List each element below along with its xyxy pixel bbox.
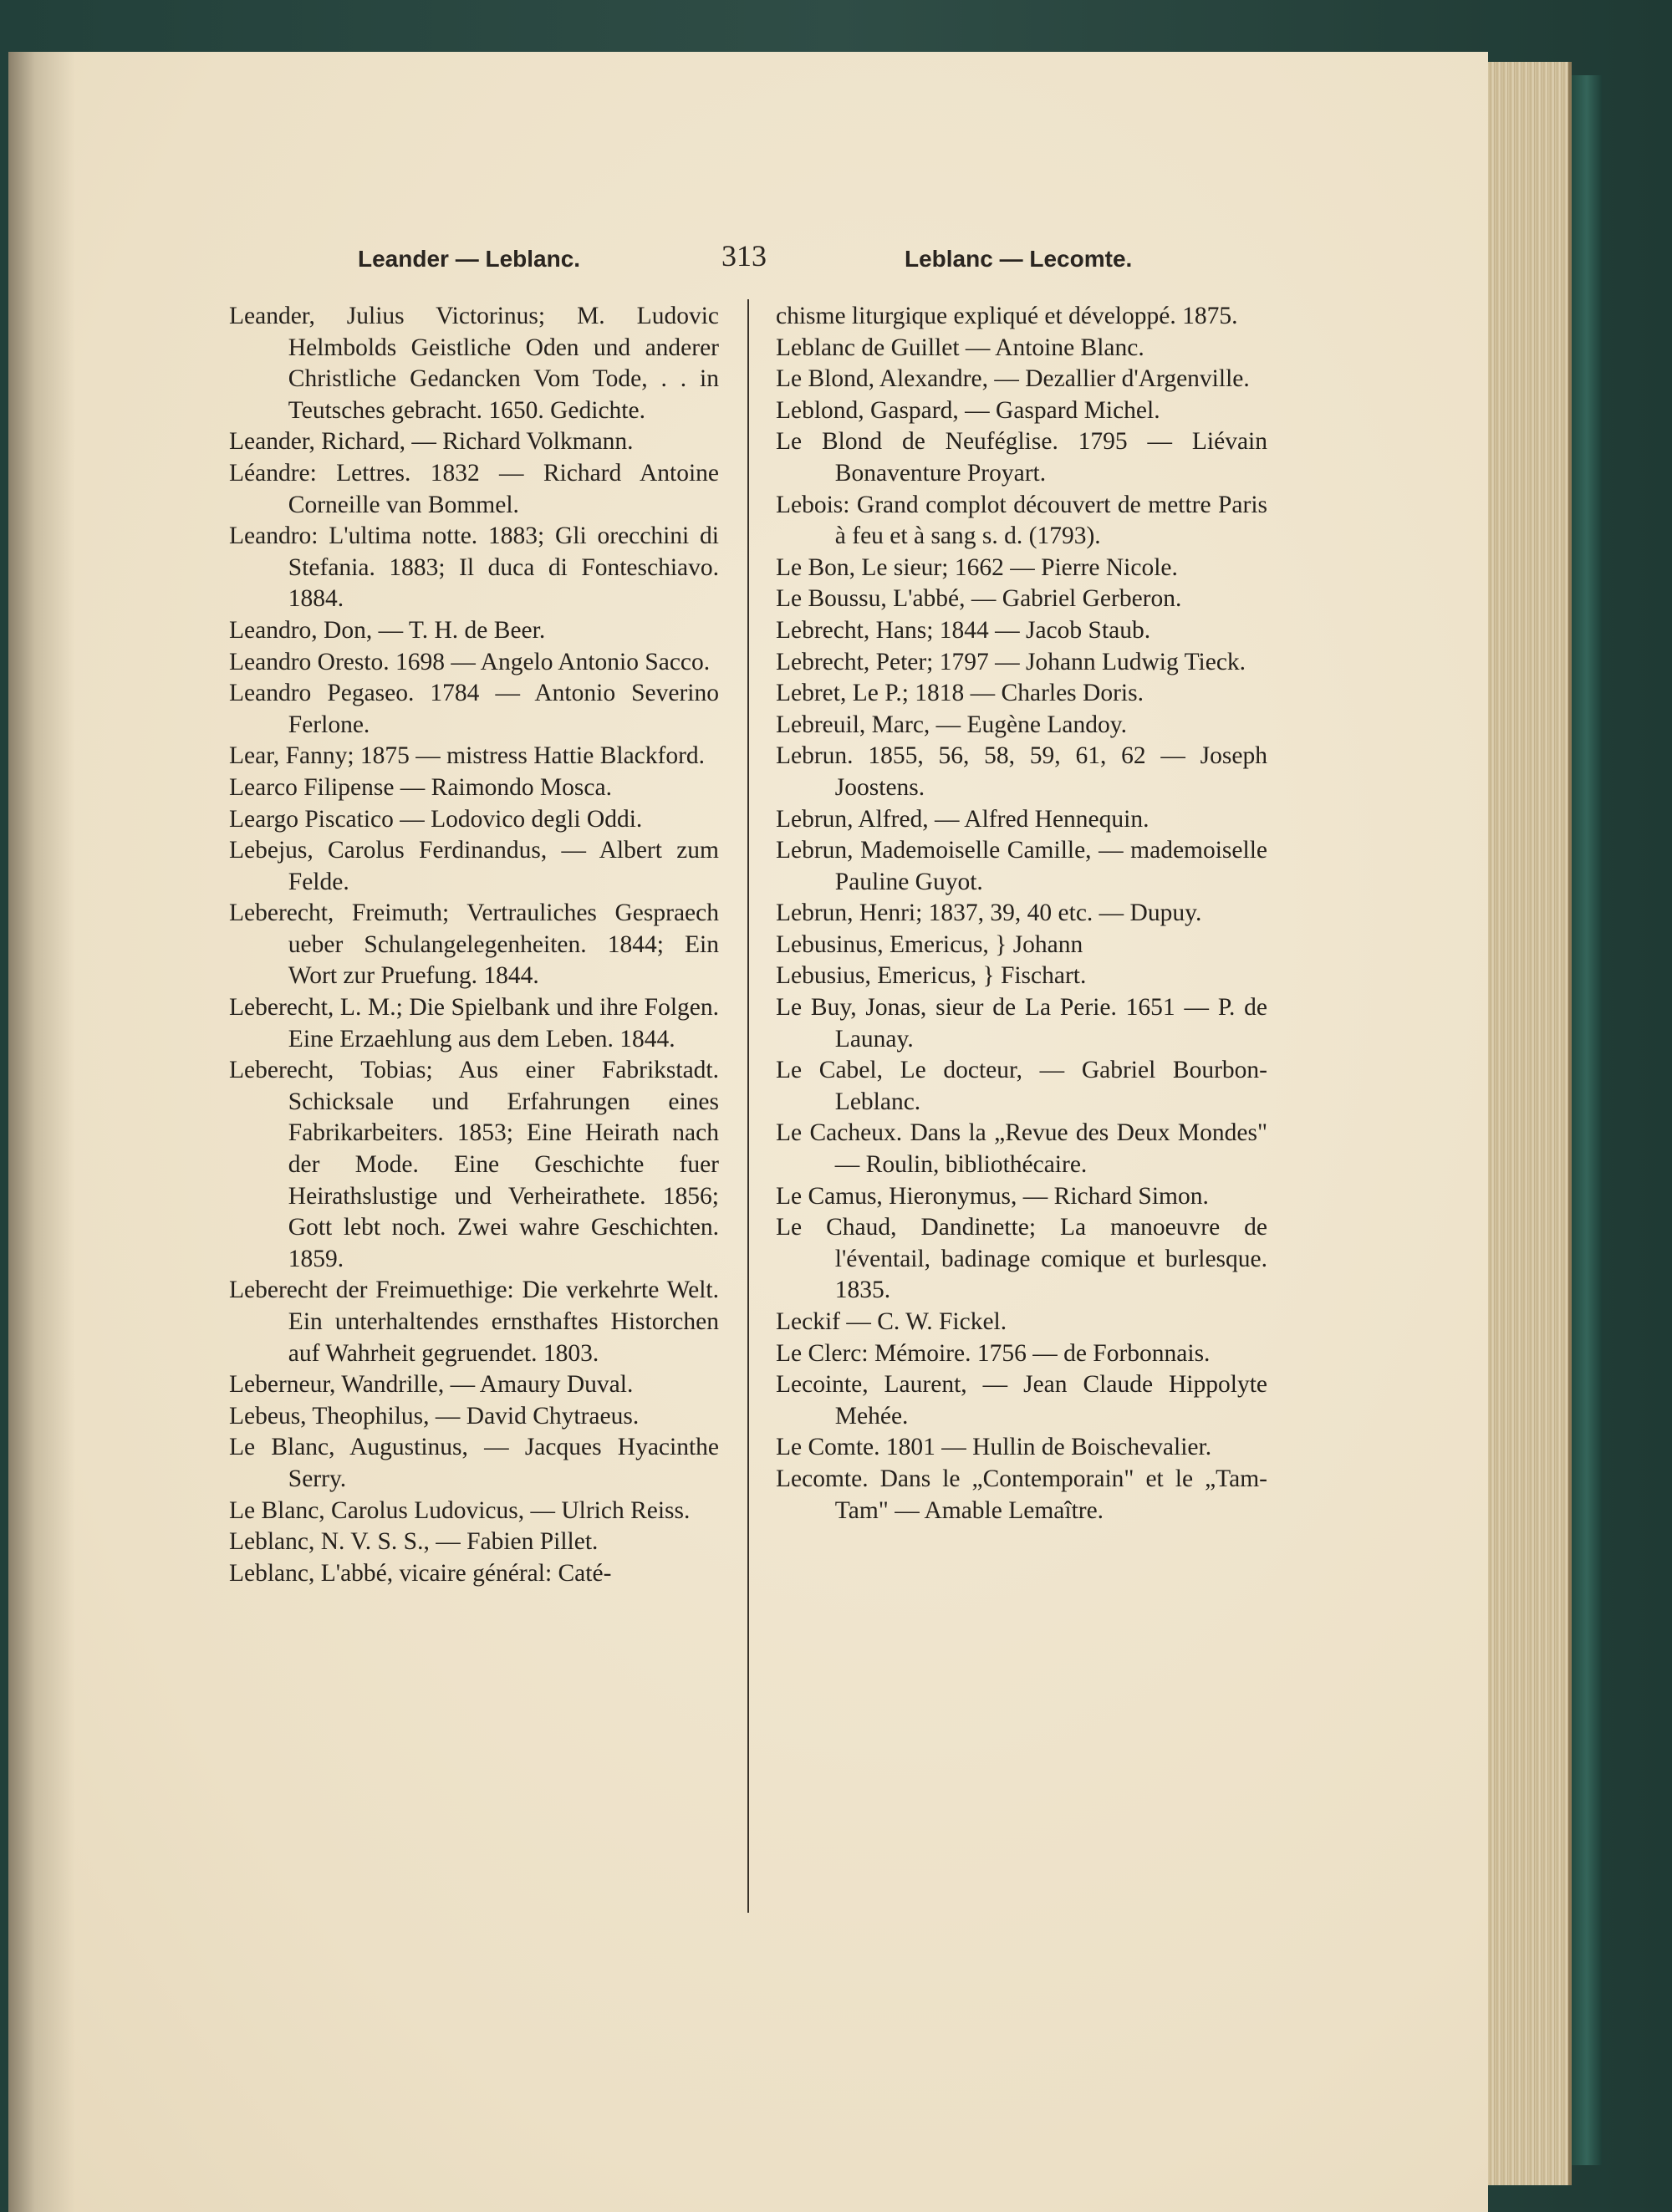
index-entry: Lebrun, Mademoiselle Camille, — mademoiselle Pauline Guyot. — [776, 837, 1267, 895]
index-entry: Lear, Fanny; 1875 — mistress Hattie Blackford. — [229, 742, 706, 770]
index-entry: Le Clerc: Mémoire. 1756 — de Forbonnais. — [776, 1339, 1211, 1367]
index-entry: Leandro, Don, — T. H. de Beer. — [229, 616, 546, 644]
page-number: 313 — [721, 239, 767, 273]
index-entry: Leandro Pegaseo. 1784 — Antonio Severino Ferlone. — [229, 680, 719, 738]
gutter-shadow — [8, 52, 75, 2212]
index-entry: Leander, Richard, — Richard Volkmann. — [229, 428, 634, 456]
index-entry: Leandro Oresto. 1698 — Angelo Antonio Sacco. — [229, 648, 711, 675]
index-entry: Leargo Piscatico — Lodovico degli Oddi. — [229, 805, 643, 833]
index-entry: Le Comte. 1801 — Hullin de Boischevalier. — [776, 1434, 1212, 1461]
index-entry: Leckif — C. W. Fickel. — [776, 1308, 1007, 1335]
index-entry: Leberecht der Freimuethige: Die verkehrte Welt. Ein unterhaltendes ernsthaftes Historchen auf Wahrheit gegruendet. 1803. — [229, 1277, 719, 1367]
index-entry: Lebois: Grand complot découvert de mettre Paris à feu et à sang s. d. (1793). — [776, 491, 1267, 550]
index-entry: Le Chaud, Dandinette; La manoeuvre de l'éventail, badinage comique et burlesque. 1835. — [776, 1214, 1267, 1304]
right-column — [776, 301, 1267, 1526]
running-head-left: Leander — Leblanc. — [358, 246, 581, 272]
index-entry: Le Blanc, Carolus Ludovicus, — Ulrich Reiss. — [229, 1496, 691, 1524]
index-entry: Lecomte. Dans le „Contemporain" et le „Tam-Tam" — Amable Lemaître. — [776, 1465, 1267, 1524]
column-divider — [747, 299, 749, 1913]
index-entry: Lebusinus, Emericus, } Johann — [776, 930, 1083, 958]
left-column — [229, 301, 719, 1589]
index-entry: Leberneur, Wandrille, — Amaury Duval. — [229, 1371, 634, 1399]
running-head-right: Leblanc — Lecomte. — [905, 246, 1133, 272]
index-entry: Le Bon, Le sieur; 1662 — Pierre Nicole. — [776, 553, 1178, 581]
index-entry: Lebeus, Theophilus, — David Chytraeus. — [229, 1402, 640, 1430]
index-entry: Lebusius, Emericus, } Fischart. — [776, 962, 1087, 990]
index-entry: Le Cacheux. Dans la „Revue des Deux Mondes" — Roulin, bibliothécaire. — [776, 1119, 1267, 1179]
index-entry: Leberecht, L. M.; Die Spielbank und ihre Folgen. Eine Erzaehlung aus dem Leben. 1844. — [229, 994, 719, 1052]
index-entry: Le Cabel, Le docteur, — Gabriel Bourbon-Leblanc. — [776, 1057, 1267, 1115]
index-entry: Leandro: L'ultima notte. 1883; Gli orecchini di Stefania. 1883; Il duca di Fonteschiavo. 1884. — [229, 522, 719, 613]
index-entry: Le Blanc, Augustinus, — Jacques Hyacinthe Serry. — [229, 1434, 719, 1492]
index-entry: Le Blond, Alexandre, — Dezallier d'Argenville. — [776, 365, 1250, 393]
index-entry: Lebret, Le P.; 1818 — Charles Doris. — [776, 680, 1144, 707]
index-entry: Leblanc, L'abbé, vicaire général: Caté- — [229, 1559, 612, 1587]
index-entry: Leberecht, Tobias; Aus einer Fabrikstadt. Schicksale und Erfahrungen eines Fabrikarbeiters. 1853; Eine Heirath nach der Mode. Eine Geschichte fuer Heirathslustige und Verheirathete. 1856; Gott lebt noch. Zwei wahre Geschichten. 1859. — [229, 1057, 719, 1272]
index-entry: Le Buy, Jonas, sieur de La Perie. 1651 — P. de Launay. — [776, 994, 1267, 1052]
index-entry: Leblanc de Guillet — Antoine Blanc. — [776, 334, 1144, 361]
index-entry: Le Blond de Neuféglise. 1795 — Liévain Bonaventure Proyart. — [776, 428, 1267, 487]
index-entry: Lecointe, Laurent, — Jean Claude Hippolyte Mehée. — [776, 1371, 1267, 1430]
index-entry: Lebrun. 1855, 56, 58, 59, 61, 62 — Joseph Joostens. — [776, 742, 1267, 801]
index-entry: Lebreuil, Marc, — Eugène Landoy. — [776, 711, 1127, 738]
index-entry: Leberecht, Freimuth; Vertrauliches Gespraech ueber Schulangelegenheiten. 1844; Ein Wort zur Pruefung. 1844. — [229, 900, 719, 990]
index-entry: Learco Filipense — Raimondo Mosca. — [229, 773, 612, 801]
index-entry: Leblanc, N. V. S. S., — Fabien Pillet. — [229, 1528, 599, 1556]
index-entry: Léandre: Lettres. 1832 — Richard Antoine Corneille van Bommel. — [229, 459, 719, 518]
index-entry: Lebrun, Henri; 1837, 39, 40 etc. — Dupuy. — [776, 900, 1202, 927]
index-entry: Lebrecht, Hans; 1844 — Jacob Staub. — [776, 616, 1151, 644]
index-entry: Leander, Julius Victorinus; M. Ludovic Helmbolds Geistliche Oden und anderer Christliche Gedancken Vom Tode, . . in Teutsches gebracht. 1650. Gedichte. — [229, 303, 719, 424]
index-entry: Le Camus, Hieronymus, — Richard Simon. — [776, 1182, 1209, 1210]
index-entry: Le Boussu, L'abbé, — Gabriel Gerberon. — [776, 585, 1182, 613]
index-entry: Lebrecht, Peter; 1797 — Johann Ludwig Tieck. — [776, 648, 1246, 675]
index-entry: Lebejus, Carolus Ferdinandus, — Albert zum Felde. — [229, 837, 719, 895]
index-entry: Leblond, Gaspard, — Gaspard Michel. — [776, 396, 1160, 424]
cover-edge — [1572, 75, 1602, 2165]
index-entry: Lebrun, Alfred, — Alfred Hennequin. — [776, 805, 1150, 833]
index-entry: chisme liturgique expliqué et développé. 1875. — [776, 303, 1238, 329]
